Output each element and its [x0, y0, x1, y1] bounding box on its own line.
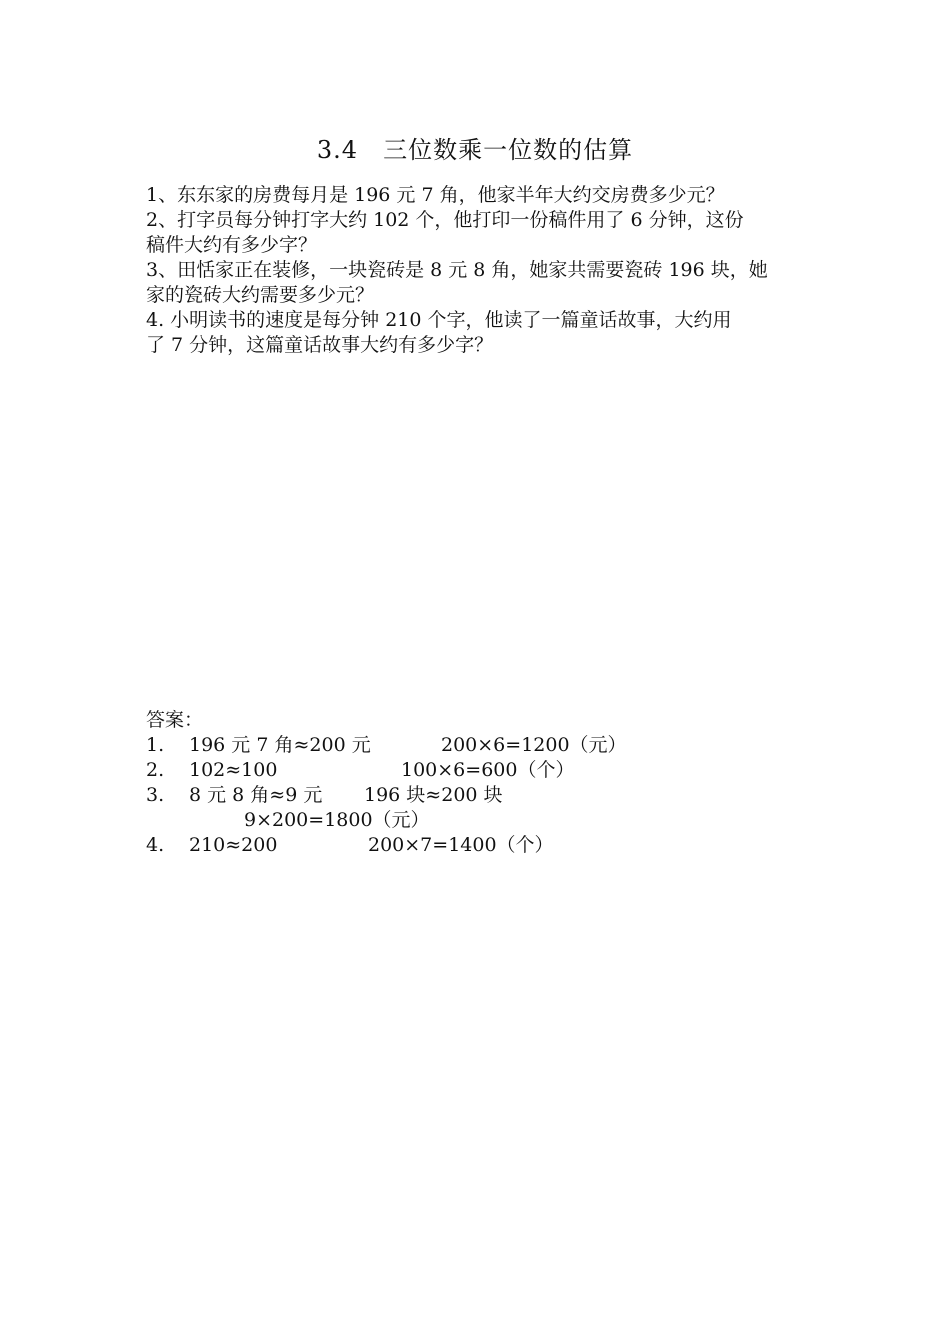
answer-estimate: 102≈100 — [189, 759, 278, 781]
answer-row-2 — [146, 758, 816, 783]
answer-calculation: 100×6=600（个） — [401, 759, 575, 781]
answer-row-4 — [146, 833, 816, 858]
question-3-line-2: 家的瓷砖大约需要多少元？ — [146, 284, 375, 306]
answer-estimate: 210≈200 — [189, 834, 278, 856]
answer-section — [146, 708, 816, 858]
question-3-line-1: 3、田恬家正在装修，一块瓷砖是 8 元 8 角，她家共需要瓷砖 196 块，她 — [146, 259, 768, 281]
answer-row-3-continued — [146, 808, 816, 833]
question-2-line-2: 稿件大约有多少字？ — [146, 234, 318, 256]
answer-calculation: 200×7=1400（个） — [368, 834, 554, 856]
question-2-line-1: 2、打字员每分钟打字大约 102 个，他打印一份稿件用了 6 分钟，这份 — [146, 209, 744, 231]
page-title: 3.4 三位数乘一位数的估算 — [316, 136, 634, 164]
answer-calculation: 200×6=1200（元） — [441, 734, 627, 756]
question-4-line-2: 了 7 分钟，这篇童话故事大约有多少字？ — [146, 334, 494, 356]
question-list — [146, 183, 816, 358]
question-4-line-1: 4. 小明读书的速度是每分钟 210 个字，他读了一篇童话故事，大约用 — [146, 309, 732, 331]
answer-number: 4. — [146, 834, 165, 856]
answer-number: 3. — [146, 784, 165, 806]
answer-row-1 — [146, 733, 816, 758]
answer-heading-row — [146, 708, 816, 733]
answer-calculation: 9×200=1800（元） — [244, 809, 430, 831]
answer-heading: 答案： — [146, 709, 204, 731]
answer-estimate: 8 元 8 角≈9 元 — [189, 784, 323, 806]
answer-estimate: 196 元 7 角≈200 元 — [189, 734, 371, 756]
answer-row-3 — [146, 783, 816, 808]
question-1-line: 1、东东家的房费每月是 196 元 7 角，他家半年大约交房费多少元？ — [146, 184, 725, 206]
answer-calculation: 196 块≈200 块 — [364, 784, 503, 806]
answer-number: 2. — [146, 759, 165, 781]
answer-number: 1. — [146, 734, 165, 756]
